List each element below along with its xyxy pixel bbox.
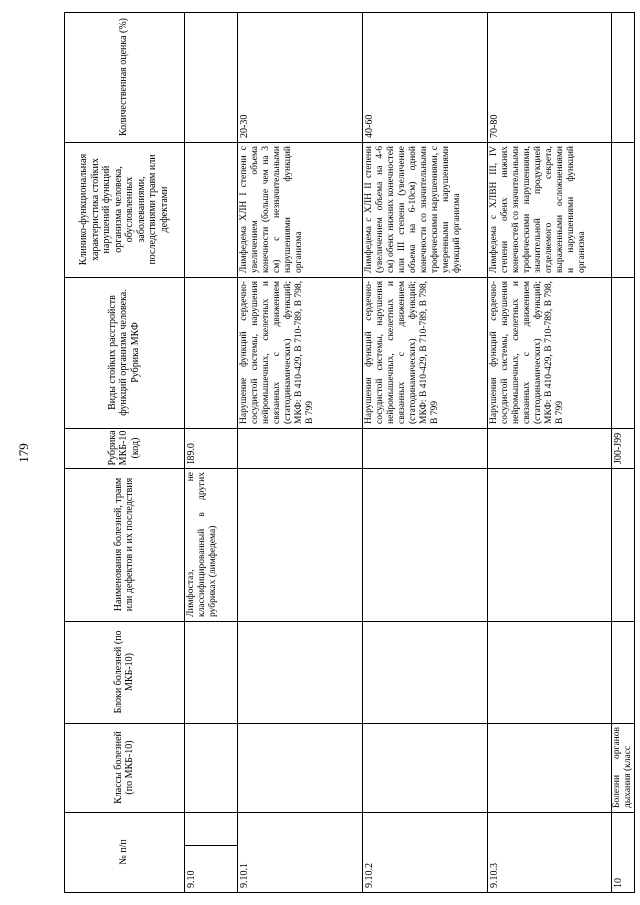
row-9-10-code: I89.0: [186, 443, 197, 464]
row-9-10-2-kinds: Нарушения функций сердечно-сосудистой системы, нарушения нейромышечных, скелетных и связанных с движением (статодинамических) функций; МКФ: В 410-429, В 710-789, В 798, В 799: [364, 281, 440, 424]
row-9-10-3-clinical: Лимфедема с ХЛВН III, IV степени обеих нижних конечностей со значительными трофическими нарушениями, значительной продукцией отделяемого секрета, выраженными осложнениями и нарушениями функций организма: [489, 146, 587, 273]
row-9-10-name: Лимфостаз, не классифицированный в других рубриках (лимфедема): [186, 472, 218, 617]
row-9-10-3-score: 70-80: [489, 114, 500, 138]
header-class: Классы болезней (по МКБ-10): [112, 731, 135, 804]
header-clinical: Клинико-функциональная характеристика стойких нарушений функций организма человека, обусловленных заболеваниями, последствиями травм или дефектами: [78, 153, 170, 266]
row-10-class: Болезни органов дыхания (класс: [612, 727, 633, 808]
row-9-10-2-clinical: Лимфедема с ХЛН II степени (увеличением объема на 4-6 см) обеих нижних конечностей или III степени (увеличение объема на 6-10см) одной конечности со значительными трофическими нарушениями, с умеренными нарушениями функций организма: [364, 146, 462, 273]
header-block: Блоки болезней (по МКБ-10): [112, 630, 135, 714]
row-9-10-1-num: 9.10.1: [239, 863, 250, 888]
header-kinds: Виды стойких расстройств функций организма человека. Рубрика МКФ: [106, 289, 141, 416]
header-code: Рубрика МКБ-10 (код): [106, 430, 141, 466]
header-num: № п/п: [118, 839, 130, 865]
rotated-table: [44, 0, 640, 905]
row-9-10-3-kinds: Нарушения функций сердечно-сосудистой системы, нарушения нейромышечных, скелетных и связанных с движением (статодинамических) функций; МКФ: В 410-429, В 710-789, В 798, В 799: [489, 281, 565, 424]
row-10-code: J00-J99: [613, 432, 624, 464]
header-score: Количественная оценка (%): [118, 17, 130, 137]
page-number: 179: [16, 443, 31, 463]
row-9-10-3-num: 9.10.3: [489, 863, 500, 888]
row-9-10-1-score: 20-30: [239, 114, 250, 138]
row-9-10-num: 9.10: [186, 870, 197, 888]
header-name: Наименования болезней, травм или дефектов и их последствия: [112, 477, 135, 612]
row-9-10-1-clinical: Лимфедема ХЛН I степени с увеличением объема конечности (больше чем на 3 см) с незначительными нарушениями функций организма: [239, 146, 304, 273]
row-10-num: 10: [613, 878, 624, 888]
row-9-10-2-num: 9.10.2: [364, 863, 375, 888]
row-9-10-1-kinds: Нарушение функций сердечно-сосудистой системы, нарушения нейромышечных, скелетных и связанных с движением (статодинамических) функций; МКФ: В 410-429, В 710-789, В 798, В 799: [239, 281, 315, 424]
row-9-10-2-score: 40-60: [364, 114, 375, 138]
